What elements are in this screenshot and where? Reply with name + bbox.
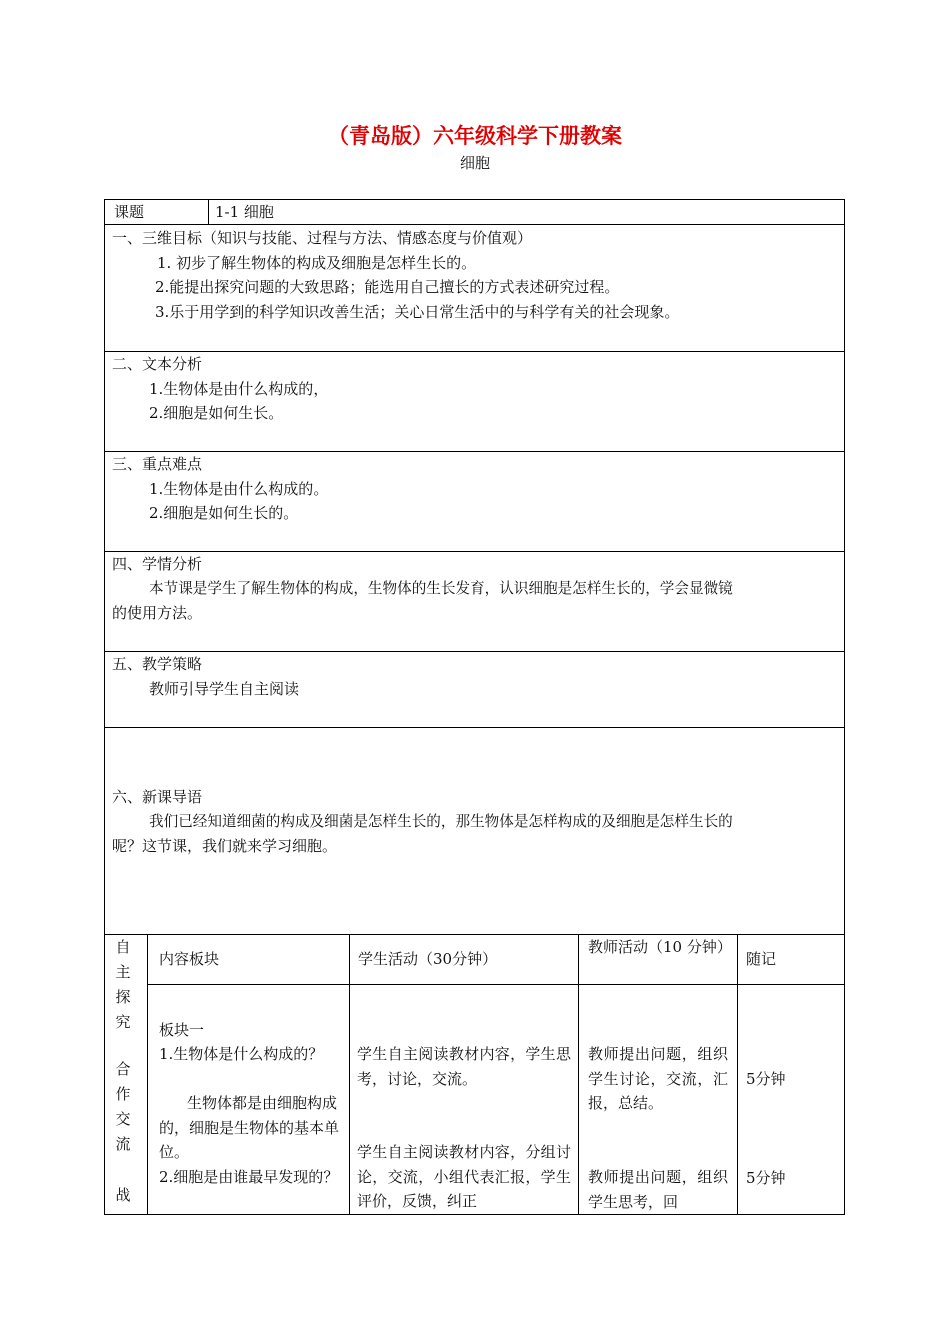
key-points-item: 1.生物体是由什么构成的。 bbox=[149, 480, 329, 498]
column-divider bbox=[208, 199, 209, 224]
header-student: 学生活动（30分钟） bbox=[358, 950, 498, 968]
intro-line: 我们已经知道细菌的构成及细菌是怎样生长的，那生物体是怎样构成的及细胞是怎样生长的 bbox=[149, 813, 733, 830]
document-title: （青岛版）六年级科学下册教案 bbox=[328, 124, 622, 148]
strategy-body: 教师引导学生自主阅读 bbox=[149, 680, 300, 698]
note-duration-2: 5分钟 bbox=[746, 1169, 786, 1187]
learner-analysis-heading: 四、学情分析 bbox=[112, 555, 203, 573]
block-title: 板块一 bbox=[159, 1021, 205, 1039]
intro-heading: 六、新课导语 bbox=[112, 788, 203, 806]
row-divider bbox=[104, 451, 845, 452]
column-divider bbox=[737, 934, 738, 1215]
document-subtitle: 细胞 bbox=[459, 154, 490, 172]
content-answer-1: 生物体都是由细胞构成的，细胞是生物体的基本单位。 bbox=[159, 1094, 340, 1161]
student-activity-1: 学生自主阅读教材内容，学生思考，讨论，交流。 bbox=[357, 1045, 571, 1088]
row-divider bbox=[104, 727, 845, 728]
header-notes: 随记 bbox=[746, 950, 777, 968]
row-divider bbox=[104, 651, 845, 652]
side-label-explore: 自主探究 bbox=[115, 938, 131, 1031]
goals-item: 3.乐于用学到的科学知识改善生活；关心日常生活中的与科学有关的社会现象。 bbox=[155, 303, 680, 321]
learner-analysis-line: 本节课是学生了解生物体的构成，生物体的生长发育，认识细胞是怎样生长的，学会显微镜 bbox=[149, 580, 733, 597]
content-question-2: 2.细胞是由谁最早发现的？ bbox=[159, 1168, 339, 1186]
text-analysis-heading: 二、文本分析 bbox=[112, 355, 203, 373]
header-content: 内容板块 bbox=[159, 950, 220, 968]
side-label-cooperate: 合作交流 bbox=[115, 1060, 131, 1153]
row-divider bbox=[104, 934, 845, 935]
strategy-heading: 五、教学策略 bbox=[112, 655, 203, 673]
key-points-item: 2.细胞是如何生长的。 bbox=[149, 504, 299, 522]
note-duration-1: 5分钟 bbox=[746, 1070, 786, 1088]
student-activity-2: 学生自主阅读教材内容，分组讨论，交流，小组代表汇报，学生评价，反馈，纠正 bbox=[357, 1143, 571, 1210]
column-divider bbox=[349, 934, 350, 1215]
teacher-activity-2: 教师提出问题，组织学生思考，回 bbox=[588, 1168, 728, 1211]
goals-heading: 一、三维目标（知识与技能、过程与方法、情感态度与价值观） bbox=[112, 229, 533, 247]
text-analysis-item: 1.生物体是由什么构成的， bbox=[149, 380, 329, 398]
row-divider bbox=[104, 224, 845, 225]
text-analysis-item: 2.细胞是如何生长。 bbox=[149, 404, 284, 422]
row-divider bbox=[104, 551, 845, 552]
header-teacher: 教师活动（10 分钟） bbox=[588, 938, 732, 956]
side-label-continued: 战 bbox=[115, 1186, 131, 1204]
goals-item: 1. 初步了解生物体的构成及细胞是怎样生长的。 bbox=[157, 254, 477, 272]
topic-value: 1-1 细胞 bbox=[215, 203, 274, 221]
intro-line: 呢？这节课，我们就来学习细胞。 bbox=[112, 837, 338, 855]
content-question-1: 1.生物体是什么构成的？ bbox=[159, 1045, 324, 1063]
learner-analysis-line: 的使用方法。 bbox=[112, 604, 203, 622]
topic-label: 课题 bbox=[114, 203, 145, 221]
key-points-heading: 三、重点难点 bbox=[112, 455, 203, 473]
row-divider bbox=[147, 984, 845, 985]
column-divider bbox=[147, 934, 148, 1215]
goals-item: 2.能提出探究问题的大致思路；能选用自己擅长的方式表述研究过程。 bbox=[155, 278, 620, 296]
teacher-activity-1: 教师提出问题，组织学生讨论，交流，汇报，总结。 bbox=[588, 1045, 728, 1112]
column-divider bbox=[578, 934, 579, 1215]
row-divider bbox=[104, 351, 845, 352]
